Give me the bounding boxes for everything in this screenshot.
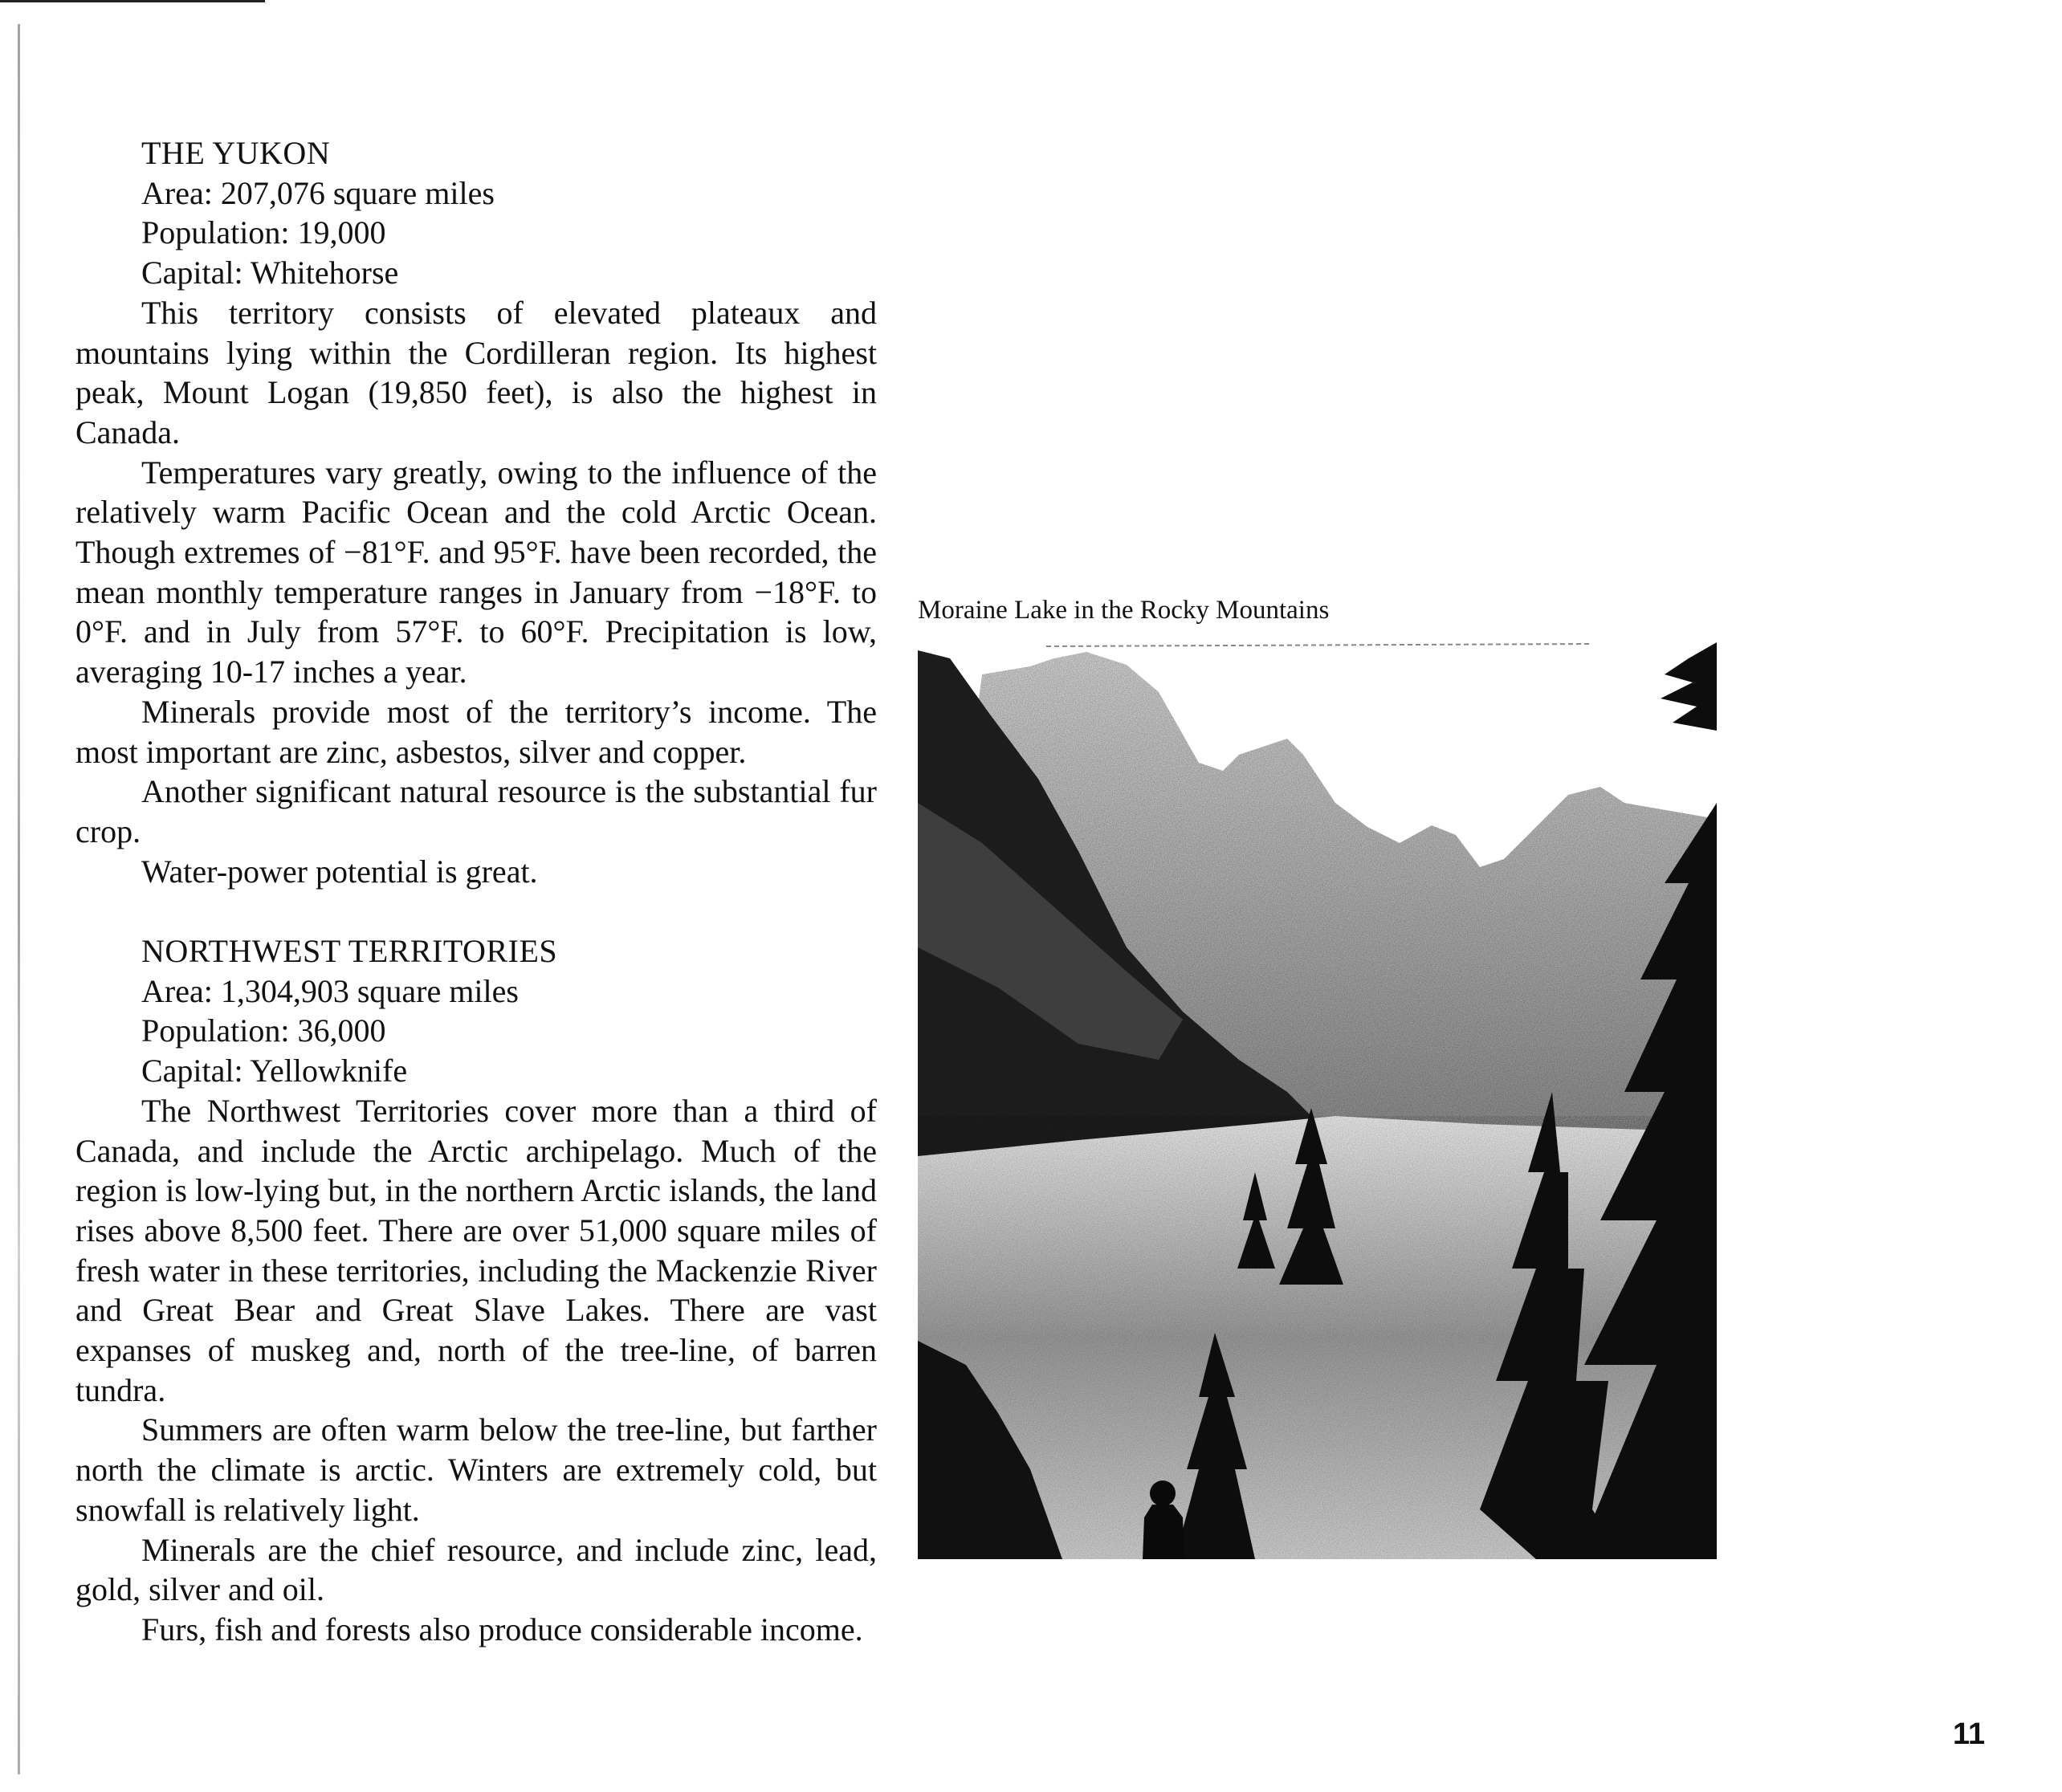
area-stat: Area: 1,304,903 square miles [141, 972, 519, 1009]
top-edge-rule [0, 0, 265, 2]
area-stat: Area: 207,076 square miles [141, 174, 495, 211]
population-stat: Population: 19,000 [141, 214, 386, 251]
paragraph: Water-power potential is great. [141, 853, 538, 890]
paragraph: This territory consists of elevated plateaux and mountains lying within the Cordilleran region. Its highest peak, Mount Logan (19,850 feet), is also the highest in Canada. [75, 294, 877, 450]
paragraph: Minerals provide most of the territory’s income. The most important are zinc, asbestos, silver and copper. [75, 693, 877, 770]
moraine-lake-photo [918, 642, 1717, 1559]
photo-caption: Moraine Lake in the Rocky Mountains [918, 596, 1330, 625]
landscape-illustration [918, 642, 1717, 1559]
section-title: NORTHWEST TERRITORIES [141, 933, 558, 970]
section-yukon [75, 133, 877, 891]
section-gap [75, 891, 877, 931]
binding-edge-mark [18, 24, 20, 1774]
capital-stat: Capital: Yellowknife [141, 1053, 408, 1089]
paragraph: The Northwest Territories cover more than a third of Canada, and include the Arctic archipelago. Much of the region is low-lying but, in the northern Arctic islands, the land rises above 8,500 feet. There are over 51,000 square miles of fresh water in these territories, including the Mackenzie River and Great Bear and Great Slave Lakes. There are vast expanses of muskeg and, north of the tree-line, of barren tundra. [75, 1092, 877, 1408]
section-header [75, 133, 877, 293]
paragraph: Temperatures vary greatly, owing to the influence of the relatively warm Pacific Ocean and the cold Arctic Ocean. Though extremes of −81°F. and 95°F. have been recorded, the mean monthly temperature ranges in January from −18°F. to 0°F. and in July from 57°F. to 60°F. Precipitation is low, averaging 10-17 inches a year. [75, 454, 877, 690]
paragraph: Minerals are the chief resource, and include zinc, lead, gold, silver and oil. [75, 1531, 877, 1608]
capital-stat: Capital: Whitehorse [141, 255, 399, 291]
paragraph: Another significant natural resource is the substantial fur crop. [75, 773, 877, 849]
paragraph: Furs, fish and forests also produce considerable income. [141, 1611, 863, 1647]
section-northwest-territories [75, 931, 877, 1650]
text-column [75, 133, 877, 1650]
paragraph: Summers are often warm below the tree-line, but farther north the climate is arctic. Winters are extremely cold, but snowfall is relatively light. [75, 1411, 877, 1528]
section-title: THE YUKON [141, 135, 331, 171]
page-number: 11 [1953, 1717, 1986, 1751]
section-header [75, 931, 877, 1091]
population-stat: Population: 36,000 [141, 1012, 386, 1049]
